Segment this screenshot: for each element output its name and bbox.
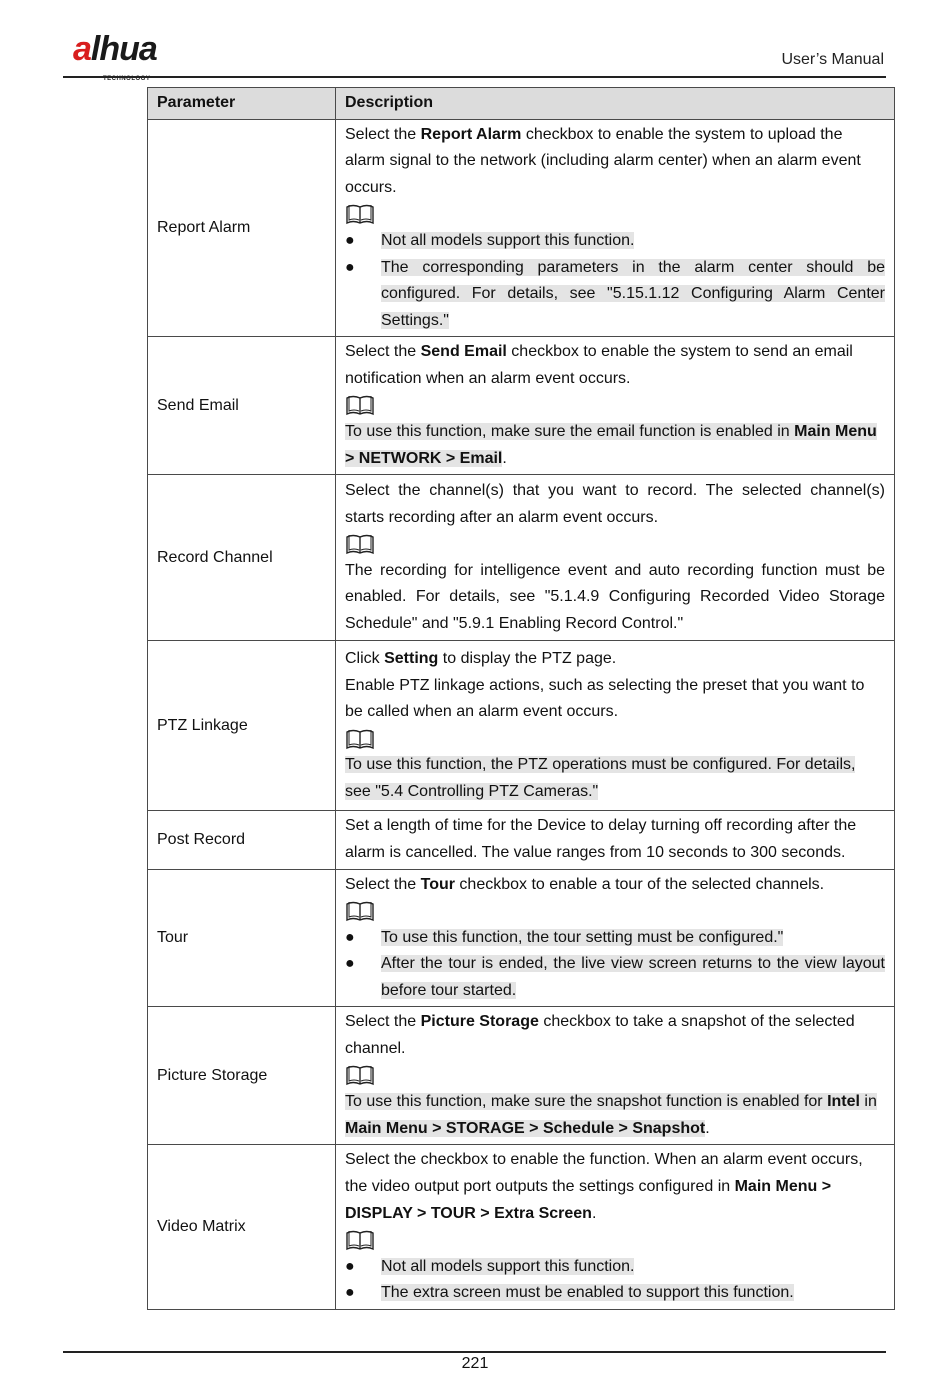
note-book-icon <box>345 1228 375 1252</box>
list-item: ● Not all models support this function. <box>345 1254 885 1281</box>
table-row <box>148 811 895 869</box>
note-book-icon <box>345 1063 375 1087</box>
list-item: ● The extra screen must be enabled to support this function. <box>345 1280 885 1307</box>
footer-rule <box>63 1351 886 1353</box>
table-row <box>148 1007 895 1145</box>
page-header <box>63 30 886 82</box>
column-header-parameter: Parameter <box>148 88 336 120</box>
note-book-icon <box>345 393 375 417</box>
page-number: 221 <box>461 1355 489 1372</box>
bullet-icon: ● <box>345 955 355 973</box>
param-name: Video Matrix <box>148 1145 336 1310</box>
table-row <box>148 119 895 337</box>
table-row <box>148 1145 895 1310</box>
description-text: Select the Send Email checkbox to enable the system to send an email notification when an alarm event occurs. <box>345 343 853 387</box>
manual-title: User’s Manual <box>781 51 884 68</box>
bullet-icon: ● <box>345 1257 355 1275</box>
param-description <box>336 641 895 811</box>
description-text: Set a length of time for the Device to delay turning off recording after the alarm is cancelled. The value ranges from 10 seconds to 300 seconds. <box>345 817 857 861</box>
table-row <box>148 337 895 475</box>
param-name: Send Email <box>148 337 336 475</box>
list-item: ● After the tour is ended, the live view screen returns to the view layout before tour started. <box>345 951 885 1004</box>
description-text: Select the checkbox to enable the function. When an alarm event occurs, the video output port outputs the settings configured in Main Menu > DISPLAY > TOUR > Extra Screen. <box>345 1151 863 1222</box>
param-description <box>336 1007 895 1145</box>
description-text: Select the Report Alarm checkbox to enable the system to upload the alarm signal to the network (including alarm center) when an alarm event occurs. <box>345 125 861 196</box>
param-description <box>336 337 895 475</box>
param-description <box>336 869 895 1007</box>
param-description <box>336 811 895 869</box>
list-item: ● To use this function, the tour setting must be configured." <box>345 925 885 952</box>
table-row <box>148 869 895 1007</box>
note-text: To use this function, the PTZ operations must be configured. For details, see "5.4 Controlling PTZ Cameras." <box>345 756 856 800</box>
table-row <box>148 475 895 641</box>
description-text: Select the channel(s) that you want to record. The selected channel(s) starts recording after an alarm event occurs. <box>345 482 885 526</box>
note-text: The recording for intelligence event and auto recording function must be enabled. For details, see "5.1.4.9 Configuring Recorded Video Storage Schedule" and "5.9.1 Enabling Record Control." <box>345 561 885 632</box>
list-item: ● The corresponding parameters in the alarm center should be configured. For details, see "5.15.1.12 Configuring Alarm Center Settings." <box>345 255 885 335</box>
list-item: ● Not all models support this function. <box>345 228 885 255</box>
note-book-icon <box>345 532 375 556</box>
description-text: Enable PTZ linkage actions, such as selecting the preset that you want to be called when an alarm event occurs. <box>345 676 865 721</box>
description-text: Select the Tour checkbox to enable a tour of the selected channels. <box>345 875 825 893</box>
bullet-icon: ● <box>345 258 355 276</box>
param-name: Picture Storage <box>148 1007 336 1145</box>
bullet-icon: ● <box>345 231 355 249</box>
param-name: Tour <box>148 869 336 1007</box>
bullet-icon: ● <box>345 1284 355 1302</box>
param-description <box>336 475 895 641</box>
description-text: Select the Picture Storage checkbox to take a snapshot of the selected channel. <box>345 1013 855 1058</box>
table-header-row <box>148 88 895 120</box>
param-name: PTZ Linkage <box>148 641 336 811</box>
column-header-description: Description <box>336 88 895 120</box>
note-book-icon <box>345 899 375 923</box>
param-description <box>336 1145 895 1310</box>
note-text: To use this function, make sure the email function is enabled in Main Menu > NETWORK > Email. <box>345 423 877 467</box>
param-name: Report Alarm <box>148 119 336 337</box>
note-text: To use this function, make sure the snapshot function is enabled for Intel in Main Menu > STORAGE > Schedule > Snapshot. <box>345 1093 877 1137</box>
description-text: Click Setting to display the PTZ page. <box>345 650 617 668</box>
param-name: Record Channel <box>148 475 336 641</box>
param-name: Post Record <box>148 811 336 869</box>
note-book-icon <box>345 202 375 226</box>
bullet-icon: ● <box>345 928 355 946</box>
dahua-logo: alhua TECHNOLOGY <box>73 30 157 82</box>
table-row <box>148 641 895 811</box>
param-description <box>336 119 895 337</box>
parameter-table <box>147 87 895 1310</box>
note-book-icon <box>345 727 375 751</box>
